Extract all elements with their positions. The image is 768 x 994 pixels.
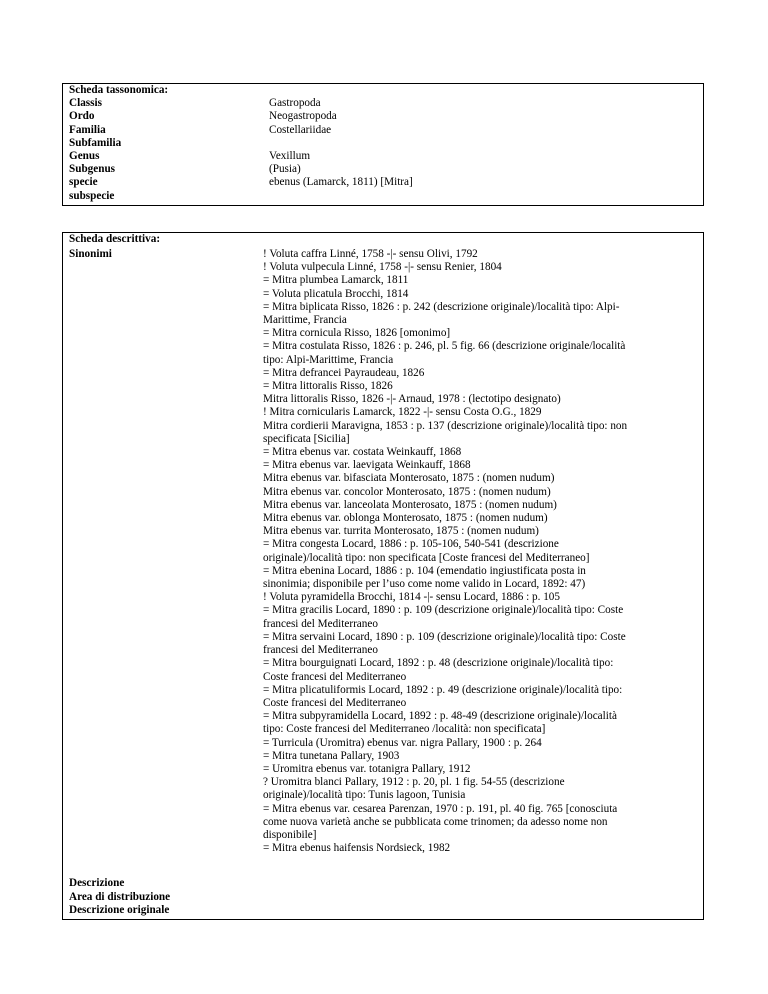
synonym-line: = Mitra gracilis Locard, 1890 : p. 109 (descrizione originale)/località tipo: Coste [263, 604, 624, 617]
description-bottom-labels [69, 877, 170, 917]
taxonomy-row [63, 124, 703, 137]
synonym-line: = Mitra ebenina Locard, 1886 : p. 104 (emendatio ingiustificata posta in [263, 564, 586, 577]
synonym-line: Mitra ebenus var. concolor Monterosato, 1875 : (nomen nudum) [263, 485, 551, 498]
synonym-line: = Mitra cornicula Risso, 1826 [omonimo] [263, 327, 451, 340]
taxonomy-value: Gastropoda [269, 97, 321, 110]
taxonomy-row [63, 137, 703, 150]
synonym-line: specificata [Sicilia] [263, 432, 350, 445]
synonym-line: = Mitra congesta Locard, 1886 : p. 105-106, 540-541 (descrizione [263, 538, 559, 551]
taxonomy-label: subspecie [69, 189, 115, 202]
taxonomy-label: Subgenus [69, 163, 116, 176]
synonym-line: = Mitra ebenus var. cesarea Parenzan, 1970 : p. 191, pl. 40 fig. 765 [conosciuta [263, 802, 618, 815]
taxonomy-value: (Pusia) [269, 163, 301, 176]
taxonomy-row [63, 190, 703, 203]
synonym-line: francesi del Mediterraneo [263, 617, 378, 630]
taxonomy-label: Familia [69, 123, 106, 136]
synonym-line: sinonimia; disponibile per l’uso come nome valido in Locard, 1892: 47) [263, 578, 586, 591]
taxonomy-rows [63, 97, 703, 203]
synonym-line: = Mitra subpyramidella Locard, 1892 : p. 48-49 (descrizione originale)/località [263, 710, 617, 723]
taxonomy-value [269, 137, 703, 150]
synonym-line: Mitra littoralis Risso, 1826 -|- Arnaud, 1978 : (lectotipo designato) [263, 393, 561, 406]
synonym-line: Marittime, Francia [263, 314, 347, 327]
synonym-line: = Mitra plicatuliformis Locard, 1892 : p. 49 (descrizione originale)/località tipo: [263, 683, 623, 696]
synonym-line: = Mitra costulata Risso, 1826 : p. 246, pl. 5 fig. 66 (descrizione originale/località [263, 340, 626, 353]
synonym-line: ! Mitra cornicularis Lamarck, 1822 -|- sensu Costa O.G., 1829 [263, 406, 542, 419]
taxonomy-row [63, 110, 703, 123]
synonym-line: Mitra ebenus var. turrita Monterosato, 1875 : (nomen nudum) [263, 525, 539, 538]
synonyms-list [263, 248, 697, 855]
synonym-line: = Mitra ebenus var. laevigata Weinkauff, 1868 [263, 459, 471, 472]
synonym-line: tipo: Alpi-Marittime, Francia [263, 353, 394, 366]
synonym-line: ! Voluta caffra Linné, 1758 -|- sensu Olivi, 1792 [263, 248, 478, 260]
synonyms-label: Sinonimi [69, 248, 112, 260]
synonym-line: = Mitra tunetana Pallary, 1903 [263, 749, 400, 762]
synonym-line: = Mitra plumbea Lamarck, 1811 [263, 274, 409, 287]
synonym-line: ! Voluta pyramidella Brocchi, 1814 -|- sensu Locard, 1886 : p. 105 [263, 591, 560, 604]
synonym-line: = Turricula (Uromitra) ebenus var. nigra Pallary, 1900 : p. 264 [263, 736, 542, 749]
description-field-label: Descrizione originale [69, 903, 170, 916]
taxonomy-label: specie [69, 176, 98, 189]
synonym-line: = Mitra servaini Locard, 1890 : p. 109 (descrizione originale)/località tipo: Coste [263, 630, 626, 643]
synonym-line: Mitra ebenus var. lanceolata Monterosato, 1875 : (nomen nudum) [263, 498, 557, 511]
description-card [62, 232, 704, 920]
synonym-line: = Mitra ebenus haifensis Nordsieck, 1982 [263, 842, 451, 855]
taxonomy-header: Scheda tassonomica: [69, 84, 169, 96]
taxonomy-row [63, 97, 703, 110]
synonym-line: = Uromitra ebenus var. totanigra Pallary, 1912 [263, 762, 471, 775]
synonym-line: come nuova varietà anche se pubblicata come trinomen; da adesso nome non [263, 815, 608, 828]
synonym-line: Mitra ebenus var. bifasciata Monterosato, 1875 : (nomen nudum) [263, 472, 555, 485]
synonym-line: = Mitra defrancei Payraudeau, 1826 [263, 366, 425, 379]
description-header: Scheda descrittiva: [69, 233, 161, 245]
synonym-line: = Mitra littoralis Risso, 1826 [263, 380, 393, 393]
synonym-line: originale)/località tipo: Tunis lagoon, Tunisia [263, 789, 466, 802]
taxonomy-value: Neogastropoda [269, 110, 337, 123]
synonym-line: = Mitra biplicata Risso, 1826 : p. 242 (descrizione originale)/località tipo: Alpi- [263, 300, 620, 313]
taxonomy-value [269, 190, 703, 203]
taxonomy-row [63, 176, 703, 189]
taxonomy-label: Classis [69, 97, 102, 110]
taxonomy-value: Vexillum [269, 150, 311, 163]
synonym-line: Coste francesi del Mediterraneo [263, 696, 407, 709]
synonym-line: disponibile] [263, 828, 317, 841]
taxonomy-label: Subfamilia [69, 136, 122, 149]
taxonomy-row [63, 150, 703, 163]
synonym-line: ? Uromitra blanci Pallary, 1912 : p. 20, pl. 1 fig. 54-55 (descrizione [263, 776, 565, 789]
taxonomy-label: Genus [69, 150, 100, 163]
synonym-line: originale)/località tipo: non specificata [Coste francesi del Mediterraneo] [263, 551, 590, 564]
synonym-line: = Mitra ebenus var. costata Weinkauff, 1868 [263, 446, 462, 459]
synonym-line: ! Voluta vulpecula Linné, 1758 -|- sensu Renier, 1804 [263, 261, 502, 274]
taxonomy-card [62, 83, 704, 206]
synonym-line: francesi del Mediterraneo [263, 644, 378, 657]
synonym-line: tipo: Coste francesi del Mediterraneo /località: non specificata] [263, 723, 546, 736]
synonym-line: Mitra cordierii Maravigna, 1853 : p. 137 (descrizione originale)/località tipo: non [263, 419, 628, 432]
description-field-label: Area di distribuzione [69, 890, 171, 903]
taxonomy-value: Costellariidae [269, 123, 332, 136]
taxonomy-label: Ordo [69, 110, 95, 123]
taxonomy-value: ebenus (Lamarck, 1811) [Mitra] [269, 176, 413, 189]
description-field-label: Descrizione [69, 877, 125, 890]
taxonomy-row [63, 163, 703, 176]
synonym-line: Mitra ebenus var. oblonga Monterosato, 1875 : (nomen nudum) [263, 512, 548, 525]
synonym-line: Coste francesi del Mediterraneo [263, 670, 407, 683]
synonym-line: = Mitra bourguignati Locard, 1892 : p. 48 (descrizione originale)/località tipo: [263, 657, 614, 670]
synonym-line: = Voluta plicatula Brocchi, 1814 [263, 287, 409, 300]
